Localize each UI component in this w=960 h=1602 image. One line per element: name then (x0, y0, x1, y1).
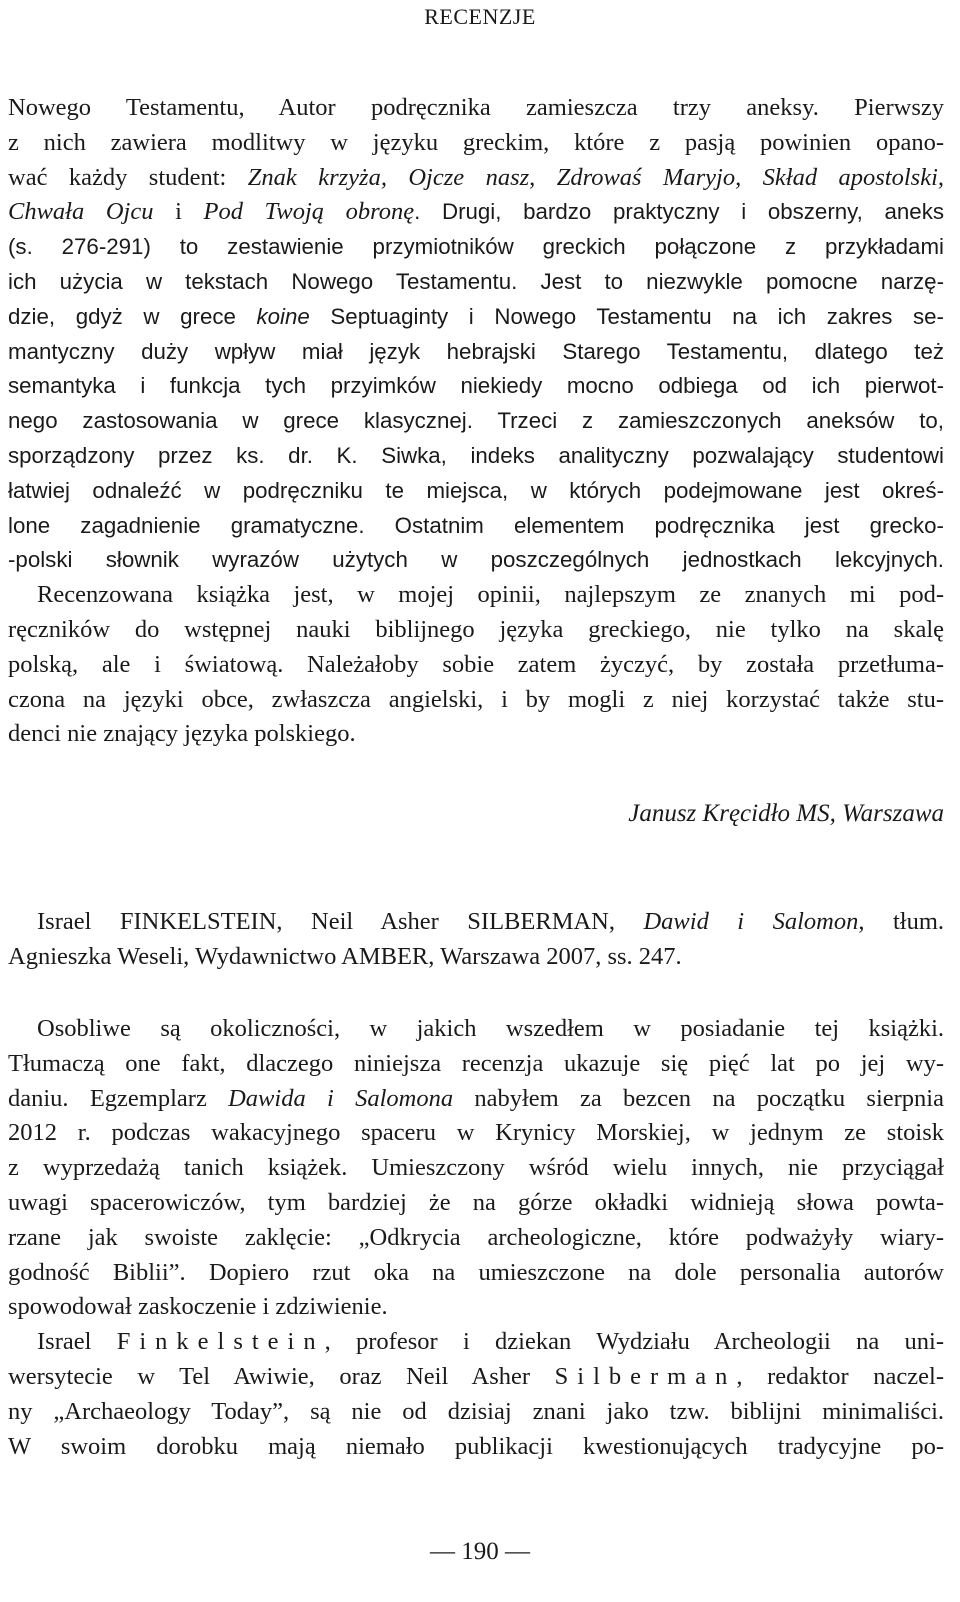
text-line: -polski słownik wyrazów użytych w poszczególnych jednostkach lekcyjnych. (8, 547, 944, 573)
review-2-citation (8, 905, 944, 975)
review-1-signature: Janusz Kręcidło MS, Warszawa (628, 800, 944, 827)
review-1-body (8, 91, 944, 752)
author-name-spaced: Finkelstein (116, 1328, 325, 1356)
text-line: łatwiej odnaleźć w podręczniku te miejsca, w których podejmowane jest okreś- (8, 477, 944, 503)
text-line: ręczników do wstępnej nauki biblijnego języka greckiego, nie tylko na skalę (8, 615, 944, 643)
text-line: ich użycia w tekstach Nowego Testamentu. Jest to niezwykle pomocne narzę- (8, 268, 944, 294)
text-line: sporządzony przez ks. dr. K. Siwka, indeks analityczny pozwalający studentowi (8, 442, 944, 468)
text-line: wersytecie w Tel Awiwie, oraz Neil Asher Silberman, redaktor naczel- (8, 1362, 944, 1390)
text-line: mantyczny duży wpływ miał język hebrajski Starego Testamentu, dlatego też (8, 338, 944, 364)
text-line: polską, ale i światową. Należałoby sobie zatem życzyć, by została przetłuma- (8, 650, 944, 678)
text-line: Nowego Testamentu, Autor podręcznika zamieszcza trzy aneksy. Pierwszy (8, 94, 944, 121)
review-2-body (8, 1012, 944, 1464)
text-line: ny „Archaeology Today”, są nie od dzisiaj znani jako tzw. biblijni minimaliści. (8, 1397, 944, 1425)
text-line: wać każdy student: Znak krzyża, Ojcze nasz, Zdrowaś Maryjo, Skład apostolski, (8, 163, 944, 191)
citation-line: Israel FINKELSTEIN, Neil Asher SILBERMAN, Dawid i Salomon, tłum. (37, 908, 944, 935)
text-line: Tłumaczą one fakt, dlaczego niniejsza recenzja ukazuje się pięć lat po jej wy- (8, 1049, 944, 1077)
page-number: — 190 — (430, 1538, 530, 1565)
text-line: Chwała Ojcu i Pod Twoją obronę. Drugi, bardzo praktyczny i obszerny, aneks (8, 198, 944, 226)
text-line: lone zagadnienie gramatyczne. Ostatnim elementem podręcznika jest grecko- (8, 512, 944, 538)
running-header: RECENZJE (424, 4, 536, 29)
text-line: Osobliwe są okoliczności, w jakich wszedłem w posiadanie tej książki. (37, 1015, 944, 1042)
text-line: spowodował zaskoczenie i zdziwienie. (8, 1293, 388, 1321)
text-line: denci nie znający języka polskiego. (8, 720, 356, 748)
text-line: Recenzowana książka jest, w mojej opinii, najlepszym ze znanych mi pod- (37, 581, 944, 609)
text-line: dzie, gdyż w grece koine Septuaginty i Nowego Testamentu na ich zakres se- (8, 303, 944, 329)
text-line: W swoim dorobku mają niemało publikacji kwestionujących tradycyjne po- (8, 1432, 944, 1460)
text-line: 2012 r. podczas wakacyjnego spaceru w Krynicy Morskiej, w jednym ze stoisk (8, 1119, 944, 1147)
text-line: (s. 276-291) to zestawienie przymiotników greckich połączone z przykładami (8, 234, 944, 260)
text-line: z nich zawiera modlitwy w języku greckim, które z pasją powinien opano- (8, 128, 944, 156)
citation-line: Agnieszka Weseli, Wydawnictwo AMBER, Warszawa 2007, ss. 247. (8, 942, 682, 970)
text-line: Israel Finkelstein, profesor i dziekan Wydziału Archeologii na uni- (37, 1328, 944, 1356)
text-line: semantyka i funkcja tych przyimków niekiedy mocno odbiega od ich pierwot- (8, 373, 944, 399)
text-line: nego zastosowania w grece klasycznej. Trzeci z zamieszczonych aneksów to, (8, 408, 944, 434)
text-line: godność Biblii”. Dopiero rzut oka na umieszczone na dole personalia autorów (8, 1258, 944, 1286)
text-line: daniu. Egzemplarz Dawida i Salomona nabyłem za bezcen na początku sierpnia (8, 1084, 944, 1112)
author-name-spaced: Silberman (554, 1362, 737, 1390)
text-line: z wyprzedażą tanich książek. Umieszczony wśród wielu innych, nie przyciągał (8, 1154, 944, 1182)
text-line: czona na języki obce, zwłaszcza angielski, i by mogli z niej korzystać także stu- (8, 685, 944, 713)
prayer-titles: Znak krzyża, Ojcze nasz, Zdrowaś Maryjo, Skład apostolski, (247, 163, 944, 191)
text-line: uwagi spacerowiczów, tym bardziej że na górze okładki widnieją słowa powta- (8, 1188, 944, 1216)
text-line: rzane jak swoiste zaklęcie: „Odkrycia archeologiczne, które podważyły wiary- (8, 1223, 944, 1251)
